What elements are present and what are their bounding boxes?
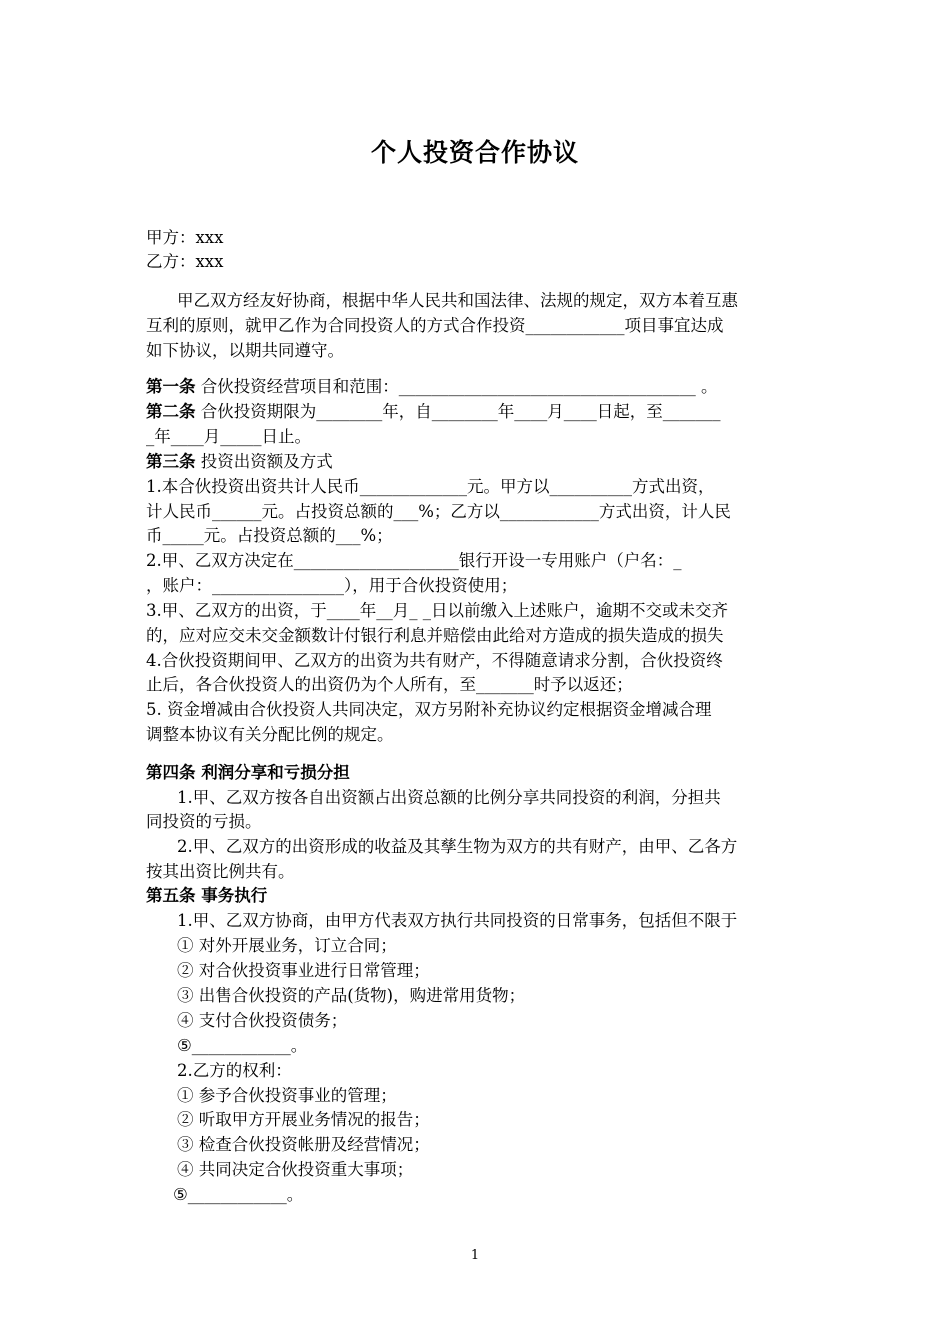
article-4-line: 2.甲、乙双方的出资形成的收益及其孳生物为双方的共有财产，由甲、乙各方 [177,837,738,856]
article-4-line: 同投资的亏损。 [146,812,262,831]
intro-line: 如下协议，以期共同遵守。 [146,341,344,360]
article-5-line: ⑤____________。 [173,1185,304,1204]
article-5-line: ④ 共同决定合伙投资重大事项； [177,1160,414,1179]
article-5-line: ③ 出售合伙投资的产品(货物)，购进常用货物； [177,986,526,1005]
article-3-heading: 第三条 [146,452,196,471]
article-3-line: 调整本协议有关分配比例的规定。 [146,725,394,744]
article-5-heading: 第五条 事务执行 [146,886,268,905]
article-4-line: 1.甲、乙双方按各自出资额占出资总额的比例分享共同投资的利润，分担共 [177,788,721,807]
article-3-line: 5. 资金增减由合伙投资人共同决定，双方另附补充协议约定根据资金增减合理 [146,700,712,719]
article-5-line: ⑤____________。 [177,1036,308,1055]
article-3-line: ，账户：________________），用于合伙投资使用； [146,576,518,595]
article-1-heading: 第一条 [146,377,196,396]
article-4-heading: 第四条 利润分享和亏损分担 [146,763,350,782]
party-b: 乙方：xxx [146,252,224,271]
article-5-line: ① 参予合伙投资事业的管理； [177,1086,397,1105]
article-5-line: ③ 检查合伙投资帐册及经营情况； [177,1135,430,1154]
intro-line: 互利的原则，就甲乙作为合同投资人的方式合作投资____________项目事宜达成 [146,316,724,335]
article-5-line: ④ 支付合伙投资债务； [177,1011,348,1030]
article-5-line: 1.甲、乙双方协商，由甲方代表双方执行共同投资的日常事务，包括但不限于 [177,911,738,930]
article-5-line: ① 对外开展业务，订立合同； [177,936,397,955]
article-3-line: 3.甲、乙双方的出资，于____年__月_ _日以前缴入上述账户，逾期不交或未交齐 [146,601,728,620]
document-title: 个人投资合作协议 [370,138,579,167]
intro-line: 甲乙双方经友好协商，根据中华人民共和国法律、法规的规定，双方本着互惠 [177,291,738,310]
article-2-heading: 第二条 [146,402,196,421]
party-a: 甲方：xxx [146,228,224,247]
article-3-line: 计人民币______元。占投资总额的___%；乙方以____________方式出资，计人民 [146,502,731,521]
article-2-cont: _年____月_____日止。 [146,427,311,446]
article-5-line: ② 对合伙投资事业进行日常管理； [177,961,430,980]
article-1 [146,375,808,399]
article-3-heading-text: 投资出资额及方式 [195,452,333,471]
article-3-line: 4.合伙投资期间甲、乙双方的出资为共有财产，不得随意请求分割，合伙投资终 [146,651,723,670]
article-2-text: 合伙投资期限为________年，自________年____月____日起，至_______ [195,402,721,421]
article-3-line: 币_____元。占投资总额的___%； [146,526,393,545]
article-5-line: 2.乙方的权利： [177,1061,292,1080]
page-number: 1 [470,1248,480,1263]
article-4-line: 按其出资比例共有。 [146,862,295,881]
article-3-line: 的，应对应交未交金额数计付银行利息并赔偿由此给对方造成的损失造成的损失 [146,626,724,645]
article-5-line: ② 听取甲方开展业务情况的报告； [177,1110,430,1129]
article-3-line: 止后，各合伙投资人的出资仍为个人所有，至_______时予以返还； [146,675,633,694]
article-3-line: 2.甲、乙双方决定在____________________银行开设一专用账户（户名：_ [146,551,682,570]
article-3 [146,450,808,474]
article-2 [146,400,808,424]
article-3-line: 1.本合伙投资出资共计人民币_____________元。甲方以__________方式出资， [146,477,715,496]
article-1-text: 合伙投资经营项目和范围：____________________________________ 。 [195,377,718,396]
